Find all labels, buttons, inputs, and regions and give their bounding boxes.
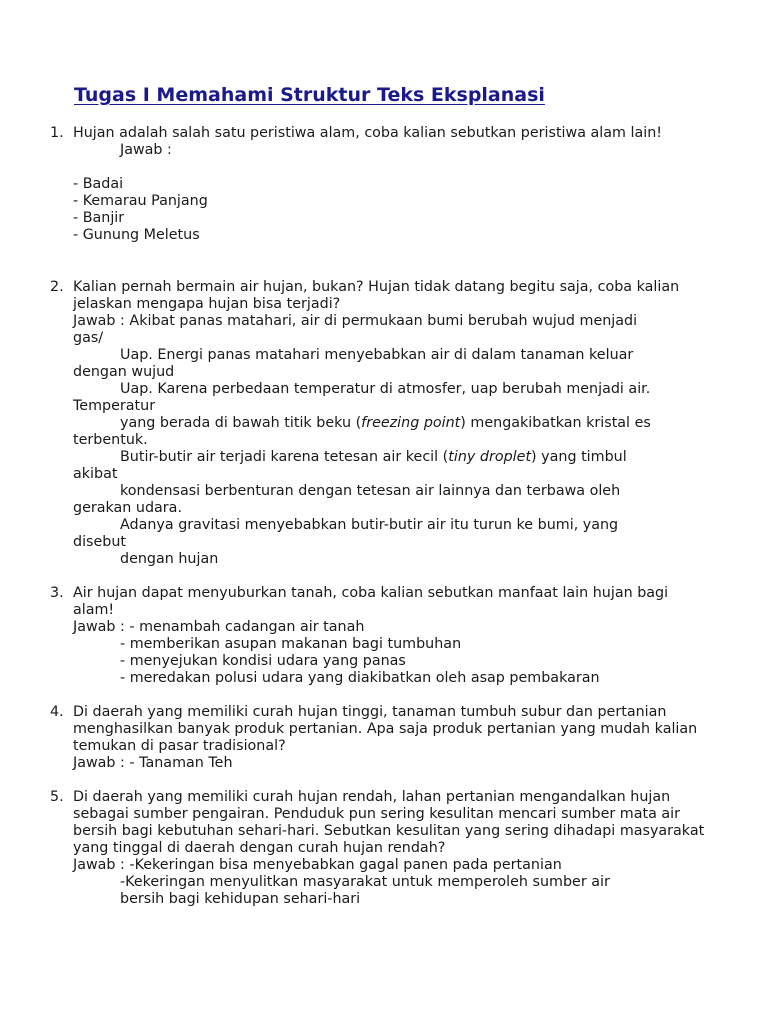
answer-block [73,619,768,687]
question-text: Di daerah yang memiliki curah hujan rendah, lahan pertanian mengandalkan hujan sebagai sumber pengairan. Penduduk pun sering kesulitan mencari sumber mata air bersih bagi kebutuhan sehari-hari. Sebutkan kesulitan yang sering dihadapi masyarakat yang tinggal di daerah dengan curah hujan rendah? [73,789,705,856]
question-text: Di daerah yang memiliki curah hujan tinggi, tanaman tumbuh subur dan pertanian menghasilkan banyak produk pertanian. Apa saja produk pertanian yang mudah kalian temukan di pasar tradisional? [73,704,698,754]
text-run: ) yang timbul [531,449,627,465]
question-2 [0,279,768,568]
question-number: 4. [50,704,64,720]
question-number: 2. [50,279,64,295]
question-text: Air hujan dapat menyuburkan tanah, coba kalian sebutkan manfaat lain hujan bagi alam! [73,585,669,618]
answer-line: gas/ [73,330,104,346]
list-item: - Gunung Meletus [73,227,200,243]
question-number: 3. [50,585,64,601]
answer-block [73,142,768,244]
list-item: - Banjir [73,210,125,226]
answer-line: Jawab : - menambah cadangan air tanah [73,619,365,635]
answer-line: kondensasi berbenturan dengan tetesan air lainnya dan terbawa oleh [120,483,621,499]
list-item: - Kemarau Panjang [73,193,208,209]
question-number: 1. [50,125,64,141]
answer-block [73,313,768,568]
answer-line: Jawab : -Kekeringan bisa menyebabkan gagal panen pada pertanian [73,857,562,873]
answer-line: disebut [73,534,127,550]
question-4 [0,704,768,772]
italic-term: freezing point [361,415,461,431]
answer-label: Jawab : [120,142,172,158]
answer-line: Uap. Energi panas matahari menyebabkan air di dalam tanaman keluar [120,347,634,363]
answer-line: dengan hujan [120,551,219,567]
list-item: - menyejukan kondisi udara yang panas [120,653,406,669]
answer-line: Jawab : Akibat panas matahari, air di permukaan bumi berubah wujud menjadi [73,313,638,329]
answer-line [73,449,768,466]
question-5 [0,789,768,908]
answer-line: -Kekeringan menyulitkan masyarakat untuk memperoleh sumber air [120,874,610,890]
list-item: - memberikan asupan makanan bagi tumbuhan [120,636,462,652]
answer-line: akibat [73,466,118,482]
list-item: - meredakan polusi udara yang diakibatkan oleh asap pembakaran [120,670,600,686]
answer-line: bersih bagi kehidupan sehari-hari [120,891,361,907]
question-3 [0,585,768,687]
answer-line: Temperatur [73,398,156,414]
answer-line: terbentuk. [73,432,148,448]
text-run: ) mengakibatkan kristal es [460,415,651,431]
document-title: Tugas I Memahami Struktur Teks Eksplanasi [74,84,545,106]
text-run: yang berada di bawah titik beku ( [120,415,362,431]
question-text: Hujan adalah salah satu peristiwa alam, coba kalian sebutkan peristiwa alam lain! [73,125,662,141]
answer-line: Jawab : - Tanaman Teh [73,755,233,771]
answer-line: dengan wujud [73,364,175,380]
answer-block [73,755,768,772]
answer-line: gerakan udara. [73,500,182,516]
answer-line [73,415,768,432]
text-run: Butir-butir air terjadi karena tetesan air kecil ( [120,449,449,465]
answer-line: Adanya gravitasi menyebabkan butir-butir air itu turun ke bumi, yang [120,517,619,533]
question-1 [0,125,768,244]
question-text: Kalian pernah bermain air hujan, bukan? Hujan tidak datang begitu saja, coba kalian jelaskan mengapa hujan bisa terjadi? [73,279,680,312]
question-number: 5. [50,789,64,805]
italic-term: tiny droplet [448,449,532,465]
answer-line: Uap. Karena perbedaan temperatur di atmosfer, uap berubah menjadi air. [120,381,651,397]
list-item: - Badai [73,176,124,192]
answer-block [73,857,768,908]
